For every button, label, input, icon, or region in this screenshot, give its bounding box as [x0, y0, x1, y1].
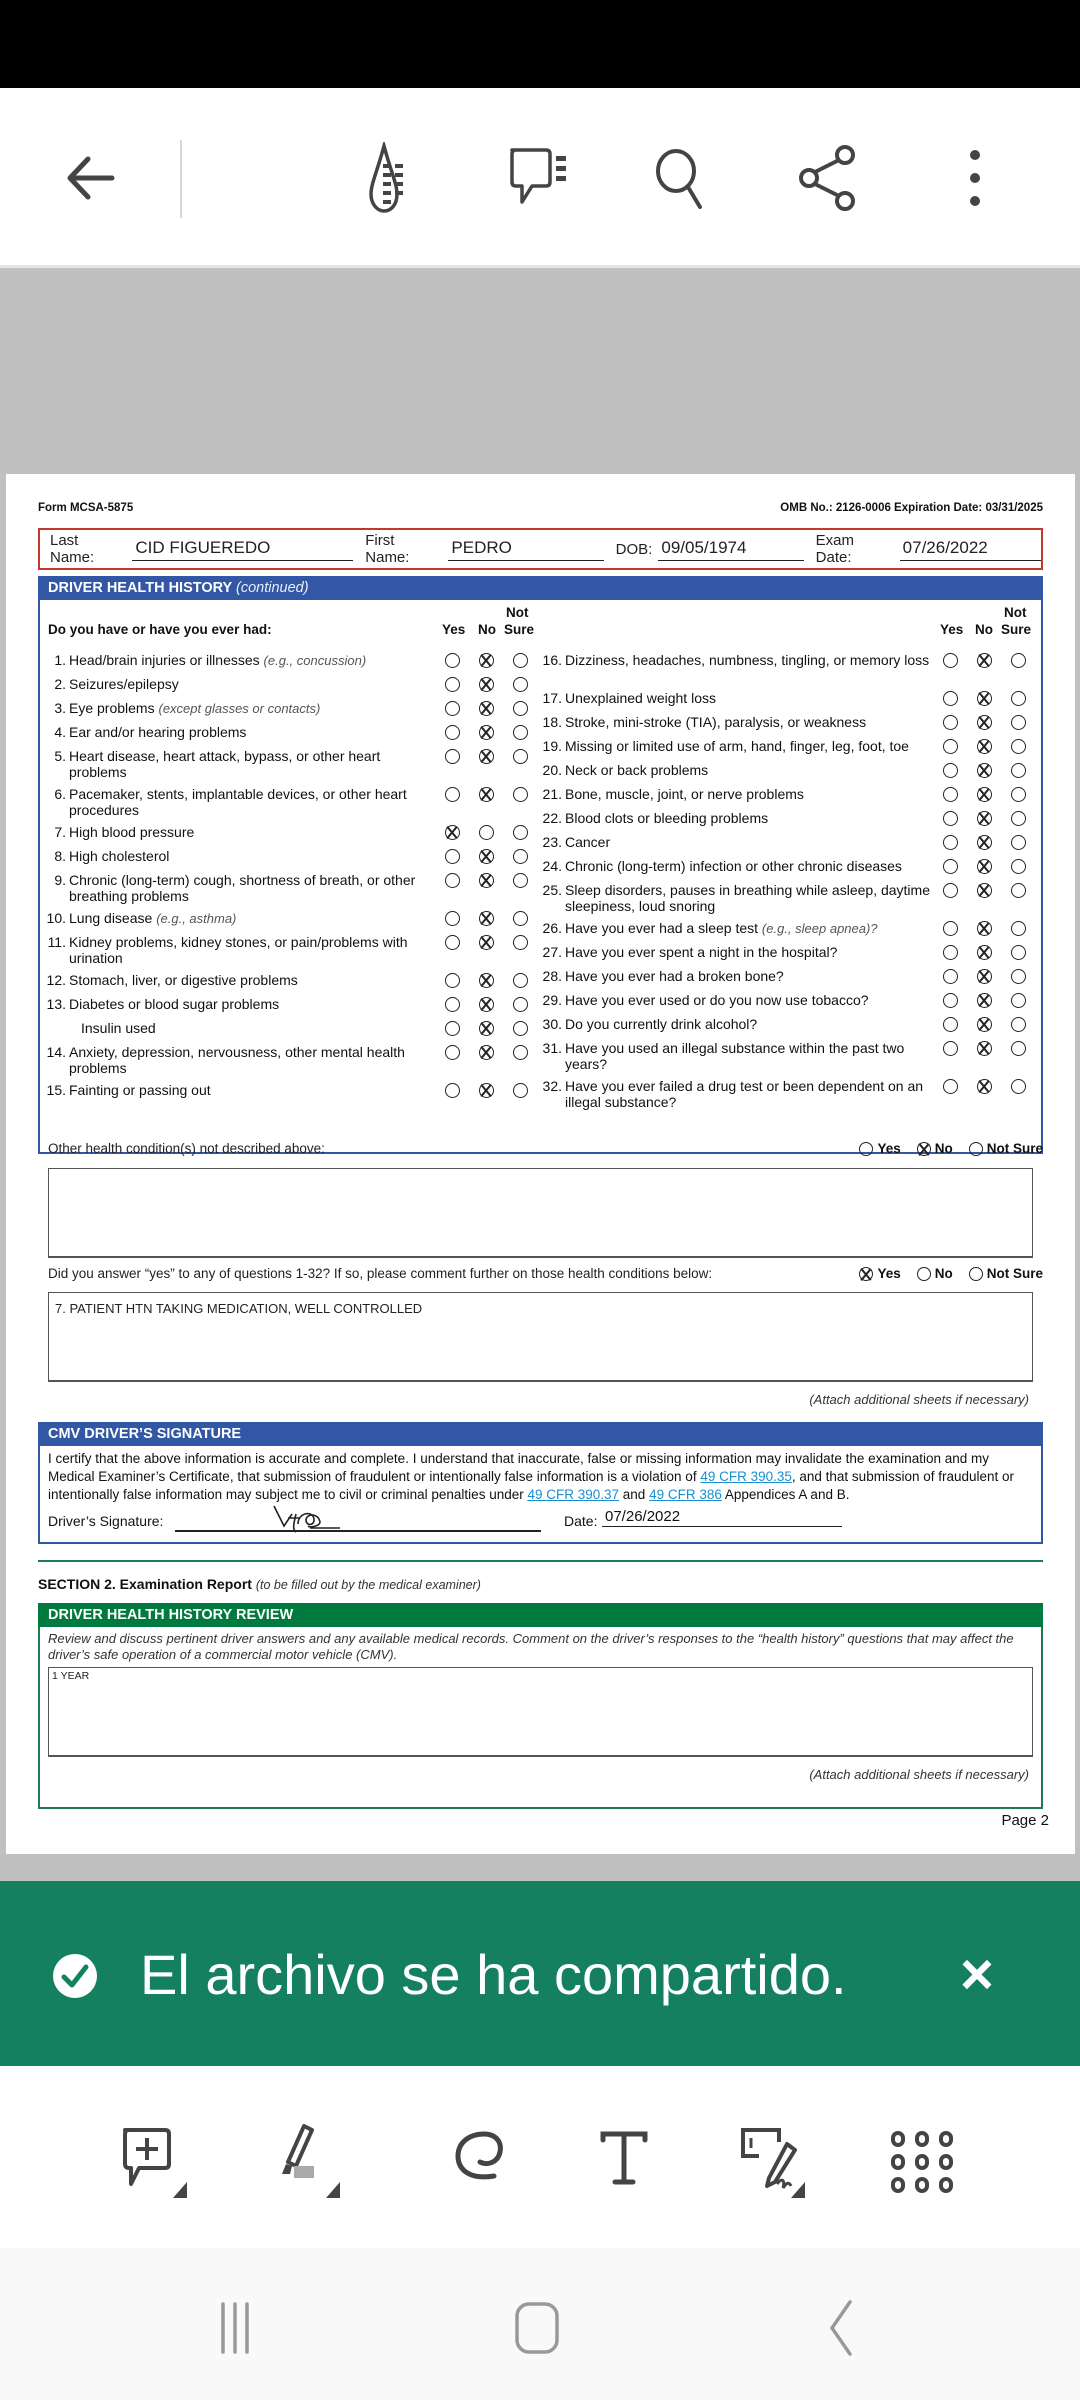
- question-row: [540, 992, 937, 1008]
- answer-radio-yes[interactable]: [943, 1041, 958, 1056]
- question-number: 24.: [542, 858, 562, 874]
- question-text: Missing or limited use of arm, hand, finger, leg, foot, toe: [565, 738, 909, 754]
- answer-radio-no[interactable]: [479, 997, 494, 1012]
- pdf-page: [6, 474, 1075, 1854]
- followup-no-label: No: [934, 1266, 953, 1281]
- question-text: Pacemaker, stents, implantable devices, or other heart procedures: [69, 786, 407, 818]
- col-sure-right: Sure: [1001, 622, 1032, 637]
- first-name-label: First Name:: [365, 532, 410, 566]
- answer-radio-no[interactable]: [977, 1041, 992, 1056]
- toast-close-button[interactable]: ×: [960, 1942, 994, 2007]
- question-number: 15.: [46, 1082, 66, 1098]
- col-yes-left: Yes: [442, 622, 466, 637]
- answer-radio-yes[interactable]: [943, 811, 958, 826]
- answer-radio-not-sure[interactable]: [513, 873, 528, 888]
- question-row: [44, 1020, 429, 1036]
- answer-radio-not-sure[interactable]: [1011, 883, 1026, 898]
- answer-radio-not-sure[interactable]: [513, 825, 528, 840]
- answer-radio-not-sure[interactable]: [513, 973, 528, 988]
- question-number: 3.: [54, 700, 66, 716]
- answer-radio-no[interactable]: [479, 1021, 494, 1036]
- question-text: Insulin used: [81, 1020, 156, 1036]
- answer-radio-yes[interactable]: [445, 1021, 460, 1036]
- answer-radio-no[interactable]: [977, 739, 992, 754]
- answer-radio-no[interactable]: [479, 677, 494, 692]
- other-conditions-label: Other health condition(s) not described above:: [48, 1141, 325, 1156]
- question-number: 23.: [542, 834, 562, 850]
- form-id: Form MCSA-5875: [38, 502, 134, 514]
- question-text: Neck or back problems: [565, 762, 709, 778]
- question-row: [540, 882, 937, 914]
- question-row: [44, 934, 429, 966]
- question-number: 1.: [54, 652, 66, 668]
- question-row: [540, 1078, 937, 1110]
- attach-note-1: (Attach additional sheets if necessary): [809, 1392, 1029, 1407]
- date-label: Date:: [564, 1513, 598, 1529]
- answer-radio-not-sure[interactable]: [513, 997, 528, 1012]
- question-text: Stomach, liver, or digestive problems: [69, 972, 298, 988]
- question-number: 32.: [542, 1078, 562, 1094]
- other-conditions-options: [859, 1141, 1043, 1156]
- answer-radio-no[interactable]: [977, 715, 992, 730]
- answer-radio-no[interactable]: [479, 935, 494, 950]
- question-row: [44, 848, 429, 864]
- question-text: Bone, muscle, joint, or nerve problems: [565, 786, 804, 802]
- question-number: 16.: [542, 652, 562, 668]
- answer-radio-no[interactable]: [479, 701, 494, 716]
- health-history-header: [38, 576, 1043, 600]
- attach-note-2: (Attach additional sheets if necessary): [809, 1767, 1029, 1782]
- answer-radio-no[interactable]: [479, 787, 494, 802]
- answer-radio-yes[interactable]: [445, 849, 460, 864]
- answer-radio-yes[interactable]: [445, 1045, 460, 1060]
- section-divider: [38, 1560, 1043, 1562]
- answer-radio-no[interactable]: [479, 825, 494, 840]
- answer-radio-no[interactable]: [977, 969, 992, 984]
- answer-radio-no[interactable]: [977, 945, 992, 960]
- question-text: Heart disease, heart attack, bypass, or other heart problems: [69, 748, 381, 780]
- question-row: [44, 724, 429, 740]
- check-circle-icon: [52, 1953, 98, 1999]
- home-icon[interactable]: [497, 2288, 577, 2368]
- answer-radio-not-sure[interactable]: [513, 653, 528, 668]
- answer-radio-yes[interactable]: [943, 945, 958, 960]
- answer-radio-no[interactable]: [479, 849, 494, 864]
- signature-label: Driver’s Signature:: [48, 1513, 164, 1529]
- signature-image: [270, 1504, 350, 1534]
- question-row: [540, 944, 937, 960]
- question-text: High blood pressure: [69, 824, 195, 840]
- answer-radio-not-sure[interactable]: [1011, 787, 1026, 802]
- question-row: [44, 676, 429, 692]
- question-text: Anxiety, depression, nervousness, other mental health problems: [69, 1044, 405, 1076]
- answer-radio-yes[interactable]: [943, 969, 958, 984]
- col-not-right: Not: [1004, 605, 1027, 620]
- question-number: 28.: [542, 968, 562, 984]
- top-toolbar: [0, 88, 1080, 268]
- health-history-title: DRIVER HEALTH HISTORY: [48, 580, 232, 596]
- question-number: 9.: [54, 872, 66, 888]
- question-text: Cancer: [565, 834, 611, 850]
- question-row: [540, 714, 937, 730]
- question-text: Chronic (long-term) infection or other chronic diseases: [565, 858, 902, 874]
- answer-radio-not-sure[interactable]: [1011, 811, 1026, 826]
- answer-radio-not-sure[interactable]: [513, 787, 528, 802]
- followup-notsure-label: Not Sure: [986, 1266, 1043, 1281]
- question-text: Head/brain injuries or illnesses (e.g., concussion): [69, 652, 367, 668]
- all-tools-icon[interactable]: [882, 2122, 962, 2202]
- question-text: Seizures/epilepsy: [69, 676, 179, 692]
- other-yes-label: Yes: [877, 1141, 901, 1156]
- answer-radio-not-sure[interactable]: [1011, 739, 1026, 754]
- question-row: [540, 786, 937, 802]
- answer-radio-not-sure[interactable]: [513, 677, 528, 692]
- followup-yes-radio[interactable]: [859, 1267, 873, 1281]
- question-text: Unexplained weight loss: [565, 690, 716, 706]
- system-nav-bar: [0, 2248, 1080, 2400]
- answer-radio-no[interactable]: [977, 811, 992, 826]
- last-name-label: Last Name:: [50, 532, 95, 566]
- back-nav-icon[interactable]: [800, 2288, 880, 2368]
- section2-title: SECTION 2. Examination Report: [38, 1576, 252, 1592]
- status-bar: [0, 0, 1080, 88]
- liquid-mode-icon[interactable]: [355, 138, 435, 218]
- question-text: Have you ever had a broken bone?: [565, 968, 784, 984]
- answer-radio-no[interactable]: [479, 973, 494, 988]
- question-text: Blood clots or bleeding problems: [565, 810, 769, 826]
- question-number: 11.: [47, 934, 66, 950]
- answer-radio-not-sure[interactable]: [513, 911, 528, 926]
- answer-radio-no[interactable]: [479, 911, 494, 926]
- question-text: High cholesterol: [69, 848, 170, 864]
- document-viewer[interactable]: [0, 271, 1080, 1881]
- text-icon[interactable]: [585, 2122, 665, 2202]
- page-number: Page 2: [1001, 1812, 1049, 1829]
- answer-radio-not-sure[interactable]: [1011, 715, 1026, 730]
- answer-radio-yes[interactable]: [943, 835, 958, 850]
- question-number: 20.: [542, 762, 562, 778]
- answer-radio-yes[interactable]: [445, 677, 460, 692]
- bottom-toolbar: [0, 2066, 1080, 2248]
- answer-radio-yes[interactable]: [943, 715, 958, 730]
- answer-radio-not-sure[interactable]: [1011, 835, 1026, 850]
- question-number: 29.: [542, 992, 562, 1008]
- link-49cfr386[interactable]: 49 CFR 386: [649, 1487, 722, 1502]
- answer-radio-no[interactable]: [479, 1045, 494, 1060]
- question-row: [44, 1044, 429, 1076]
- answer-radio-not-sure[interactable]: [1011, 1079, 1026, 1094]
- health-history-suffix: (continued): [236, 580, 309, 596]
- question-row: [44, 748, 429, 780]
- question-text: Stroke, mini-stroke (TIA), paralysis, or weakness: [565, 714, 867, 730]
- answer-radio-yes[interactable]: [943, 993, 958, 1008]
- answer-radio-no[interactable]: [977, 1017, 992, 1032]
- question-row: [540, 690, 937, 706]
- dob-field[interactable]: 09/05/1974: [658, 537, 803, 561]
- question-number: 7.: [54, 824, 66, 840]
- answer-radio-no[interactable]: [977, 691, 992, 706]
- link-49cfr390-37[interactable]: 49 CFR 390.37: [527, 1487, 620, 1502]
- section2-subtitle: (to be filled out by the medical examiner): [255, 1578, 481, 1592]
- certification-text: I certify that the above information is accurate and complete. I understand that inaccurate, false or missing information may invalidate the examination and my Medical Examiner’s Certificate, that submission of fraudulent or intentionally false information is a violation of 49 CFR 390.35, and that submission of fraudulent or intentionally false information may subject me to civil or criminal penalties under 49 CFR 390.37 and 49 CFR 386 Appendices A and B.: [48, 1451, 1015, 1502]
- question-row: [44, 972, 429, 988]
- answer-radio-yes[interactable]: [943, 921, 958, 936]
- question-row: [44, 652, 429, 669]
- question-text: Do you currently drink alcohol?: [565, 1016, 758, 1032]
- answer-radio-not-sure[interactable]: [513, 849, 528, 864]
- answer-radio-yes[interactable]: [445, 787, 460, 802]
- question-row: [540, 810, 937, 826]
- question-text: Kidney problems, kidney stones, or pain/problems with urination: [69, 934, 408, 966]
- answer-radio-yes[interactable]: [445, 1083, 460, 1098]
- question-number: 30.: [542, 1016, 562, 1032]
- col-no-left: No: [478, 622, 496, 637]
- question-text: Fainting or passing out: [69, 1082, 211, 1098]
- search-icon[interactable]: [643, 138, 723, 218]
- toolbar-divider: [180, 140, 182, 218]
- question-number: 25.: [542, 882, 562, 898]
- health-history-box: [38, 600, 1043, 1154]
- question-text: Ear and/or hearing problems: [69, 724, 247, 740]
- other-conditions-textbox[interactable]: [48, 1168, 1033, 1258]
- answer-radio-not-sure[interactable]: [1011, 1041, 1026, 1056]
- yes-followup-label: Did you answer “yes” to any of questions 1-32? If so, please comment further on those health conditions below:: [48, 1266, 713, 1281]
- answer-radio-no[interactable]: [977, 653, 992, 668]
- certification-box: [38, 1446, 1043, 1544]
- fill-sign-icon[interactable]: [733, 2122, 813, 2202]
- share-toast: [0, 1881, 1080, 2066]
- answer-radio-not-sure[interactable]: [1011, 859, 1026, 874]
- signature-line: [175, 1530, 541, 1532]
- comments-list-icon[interactable]: [500, 138, 580, 218]
- other-yes-radio[interactable]: [859, 1142, 873, 1156]
- question-number: 14.: [46, 1044, 66, 1060]
- answer-radio-no[interactable]: [977, 921, 992, 936]
- question-row: [44, 824, 429, 840]
- answer-radio-not-sure[interactable]: [1011, 1017, 1026, 1032]
- review-header: DRIVER HEALTH HISTORY REVIEW: [38, 1603, 1043, 1627]
- answer-radio-yes[interactable]: [445, 997, 460, 1012]
- question-text: Chronic (long-term) cough, shortness of breath, or other breathing problems: [69, 872, 416, 904]
- answer-radio-yes[interactable]: [445, 653, 460, 668]
- answer-radio-not-sure[interactable]: [513, 935, 528, 950]
- question-number: 6.: [54, 786, 66, 802]
- back-arrow-icon[interactable]: [50, 138, 130, 218]
- other-notsure-radio[interactable]: [969, 1142, 983, 1156]
- question-row: [540, 738, 937, 754]
- col-sure-left: Sure: [504, 622, 535, 637]
- review-box: [38, 1627, 1043, 1809]
- answer-radio-yes[interactable]: [943, 859, 958, 874]
- question-text: Eye problems (except glasses or contacts): [69, 700, 321, 716]
- review-instructions: Review and discuss pertinent driver answers and any available medical records. Comment on the driver’s responses to the “health history” questions that may affect the driver’s safe operation of a commercial motor vehicle (CMV).: [48, 1631, 1014, 1662]
- answer-radio-no[interactable]: [977, 993, 992, 1008]
- question-number: 19.: [542, 738, 562, 754]
- question-row: [44, 700, 429, 717]
- question-row: [540, 1016, 937, 1032]
- question-text: Have you ever failed a drug test or been dependent on an illegal substance?: [565, 1078, 924, 1110]
- question-number: 21.: [542, 786, 562, 802]
- question-number: 4.: [54, 724, 66, 740]
- answer-radio-not-sure[interactable]: [1011, 763, 1026, 778]
- question-number: 10.: [46, 910, 66, 926]
- answer-radio-not-sure[interactable]: [1011, 921, 1026, 936]
- question-row: [540, 834, 937, 850]
- question-header: Do you have or have you ever had:: [48, 622, 272, 637]
- other-notsure-label: Not Sure: [986, 1141, 1043, 1156]
- first-name-field[interactable]: PEDRO: [448, 537, 603, 561]
- answer-radio-yes[interactable]: [445, 825, 460, 840]
- col-yes-right: Yes: [940, 622, 964, 637]
- link-49cfr390-35[interactable]: 49 CFR 390.35: [700, 1469, 792, 1484]
- answer-radio-not-sure[interactable]: [513, 701, 528, 716]
- question-number: 27.: [542, 944, 562, 960]
- signature-date-field[interactable]: 07/26/2022: [602, 1508, 842, 1527]
- answer-radio-no[interactable]: [479, 653, 494, 668]
- question-row: [44, 1082, 429, 1098]
- question-row: [44, 872, 429, 904]
- add-comment-icon[interactable]: [115, 2122, 195, 2202]
- question-row: [540, 652, 937, 668]
- answer-radio-no[interactable]: [479, 749, 494, 764]
- answer-radio-yes[interactable]: [445, 911, 460, 926]
- last-name-field[interactable]: CID FIGUEREDO: [132, 537, 353, 561]
- patient-info-box: [38, 528, 1043, 570]
- answer-radio-no[interactable]: [977, 859, 992, 874]
- yes-followup-options: [859, 1266, 1043, 1281]
- answer-radio-not-sure[interactable]: [513, 1021, 528, 1036]
- followup-notsure-radio[interactable]: [969, 1267, 983, 1281]
- question-number: 5.: [54, 748, 66, 764]
- answer-radio-yes[interactable]: [943, 691, 958, 706]
- question-row: [540, 968, 937, 984]
- question-row: [44, 996, 429, 1012]
- other-no-label: No: [934, 1141, 953, 1156]
- highlighter-icon[interactable]: [268, 2122, 348, 2202]
- answer-radio-yes[interactable]: [445, 935, 460, 950]
- recent-apps-icon[interactable]: [195, 2288, 275, 2368]
- answer-radio-no[interactable]: [479, 873, 494, 888]
- answer-radio-no[interactable]: [977, 763, 992, 778]
- question-text: Have you ever used or do you now use tobacco?: [565, 992, 869, 1008]
- question-row: [540, 1040, 937, 1072]
- exam-date-label: Exam Date:: [815, 532, 855, 566]
- other-no-radio[interactable]: [917, 1142, 931, 1156]
- answer-radio-not-sure[interactable]: [1011, 691, 1026, 706]
- question-number: 31.: [542, 1040, 562, 1056]
- answer-radio-yes[interactable]: [943, 739, 958, 754]
- question-number: 17.: [542, 690, 562, 706]
- answer-radio-not-sure[interactable]: [1011, 969, 1026, 984]
- answer-radio-not-sure[interactable]: [513, 1045, 528, 1060]
- section2-title-row: [38, 1576, 481, 1592]
- question-text: Diabetes or blood sugar problems: [69, 996, 280, 1012]
- answer-radio-not-sure[interactable]: [1011, 653, 1026, 668]
- question-number: 22.: [542, 810, 562, 826]
- answer-radio-not-sure[interactable]: [1011, 945, 1026, 960]
- question-number: 8.: [54, 848, 66, 864]
- question-row: [540, 920, 937, 937]
- answer-radio-yes[interactable]: [445, 725, 460, 740]
- followup-yes-label: Yes: [877, 1266, 901, 1281]
- answer-radio-not-sure[interactable]: [513, 749, 528, 764]
- signature-header: CMV DRIVER’S SIGNATURE: [38, 1422, 1043, 1446]
- answer-radio-no[interactable]: [479, 1083, 494, 1098]
- answer-radio-yes[interactable]: [943, 653, 958, 668]
- answer-radio-yes[interactable]: [943, 763, 958, 778]
- question-number: 2.: [54, 676, 66, 692]
- share-icon[interactable]: [790, 138, 870, 218]
- answer-radio-yes[interactable]: [943, 1079, 958, 1094]
- question-text: Dizziness, headaches, numbness, tingling, or memory loss: [565, 652, 930, 668]
- answer-radio-yes[interactable]: [943, 1017, 958, 1032]
- answer-radio-yes[interactable]: [943, 883, 958, 898]
- question-row: [540, 858, 937, 874]
- answer-radio-yes[interactable]: [445, 873, 460, 888]
- answer-radio-not-sure[interactable]: [513, 1083, 528, 1098]
- answer-radio-no[interactable]: [977, 1079, 992, 1094]
- question-text: Have you ever had a sleep test (e.g., sleep apnea)?: [565, 920, 878, 936]
- question-row: [540, 762, 937, 778]
- question-number: 18.: [542, 714, 562, 730]
- answer-radio-no[interactable]: [479, 725, 494, 740]
- answer-radio-no[interactable]: [977, 835, 992, 850]
- answer-radio-not-sure[interactable]: [513, 725, 528, 740]
- question-text: Sleep disorders, pauses in breathing while asleep, daytime sleepiness, loud snoring: [565, 882, 930, 914]
- question-text: Have you used an illegal substance within the past two years?: [565, 1040, 905, 1072]
- question-row: [44, 786, 429, 818]
- question-row: [44, 910, 429, 927]
- answer-radio-yes[interactable]: [445, 749, 460, 764]
- question-text: Have you ever spent a night in the hospital?: [565, 944, 838, 960]
- draw-icon[interactable]: [440, 2122, 520, 2202]
- question-number: 26.: [542, 920, 562, 936]
- yes-followup-textbox[interactable]: 7. PATIENT HTN TAKING MEDICATION, WELL CONTROLLED: [48, 1292, 1033, 1382]
- col-no-right: No: [975, 622, 993, 637]
- omb-number: OMB No.: 2126-0006 Expiration Date: 03/31/2025: [780, 502, 1043, 514]
- exam-date-field[interactable]: 07/26/2022: [900, 537, 1041, 561]
- toast-message: El archivo se ha compartido.: [140, 1943, 847, 2006]
- more-options-icon[interactable]: [935, 138, 1015, 218]
- question-number: 13.: [46, 996, 66, 1012]
- followup-no-radio[interactable]: [917, 1267, 931, 1281]
- answer-radio-no[interactable]: [977, 787, 992, 802]
- question-number: 12.: [46, 972, 66, 988]
- col-not-left: Not: [506, 605, 529, 620]
- answer-radio-yes[interactable]: [445, 701, 460, 716]
- answer-radio-yes[interactable]: [943, 787, 958, 802]
- dob-label: DOB:: [615, 540, 653, 558]
- question-text: Lung disease (e.g., asthma): [69, 910, 237, 926]
- review-textbox[interactable]: 1 YEAR: [48, 1667, 1033, 1757]
- answer-radio-not-sure[interactable]: [1011, 993, 1026, 1008]
- answer-radio-no[interactable]: [977, 883, 992, 898]
- answer-radio-yes[interactable]: [445, 973, 460, 988]
